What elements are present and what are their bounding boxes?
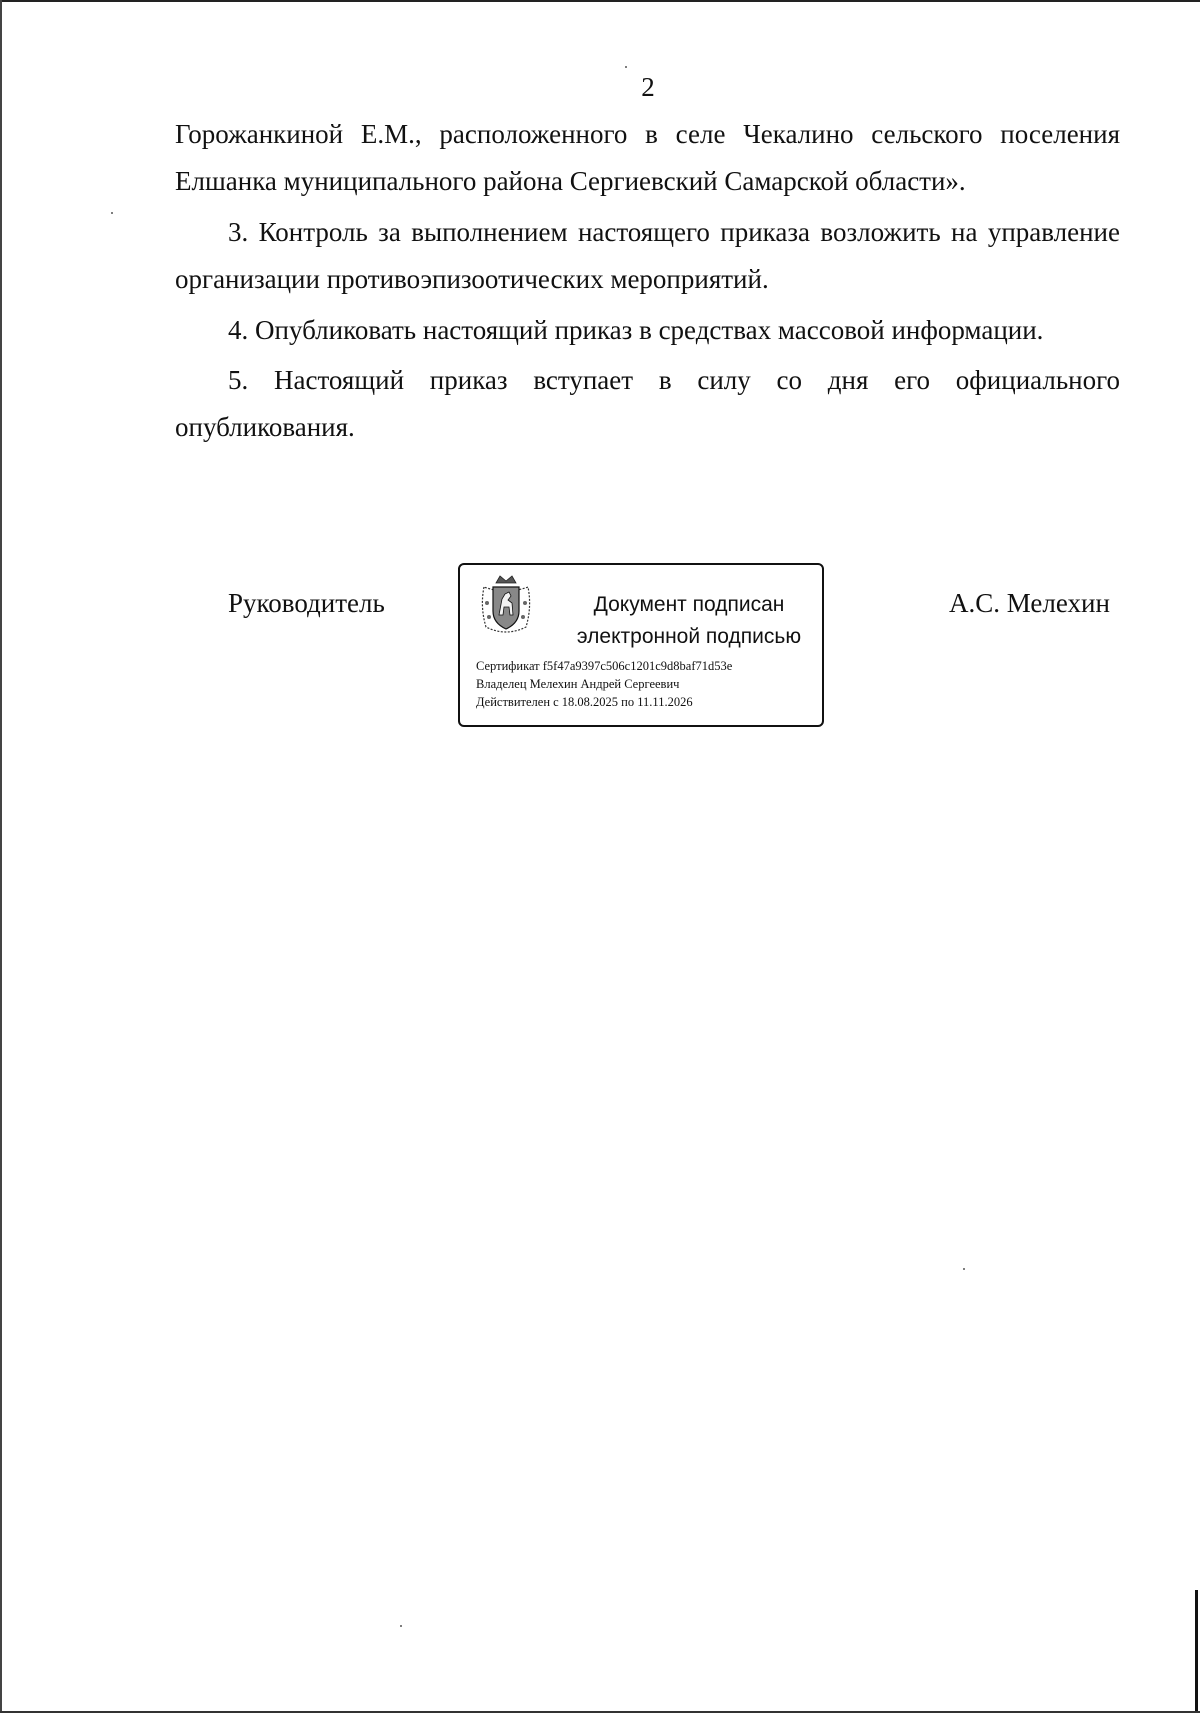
paragraph-continuation: [175, 111, 1120, 205]
scan-speck: [963, 1268, 965, 1270]
electronic-signature-stamp: [458, 563, 824, 727]
paragraph-item-4: [175, 307, 1120, 354]
paragraph-text: Горожанкиной Е.М., расположенного в селе Чекалино сельского поселения Елшанка муниципального района Сергиевский Самарской области».: [175, 119, 1120, 196]
signatory-name: А.С. Мелехин: [949, 588, 1110, 618]
scan-edge-top: [0, 0, 1200, 2]
stamp-title-line2: электронной подписью: [576, 625, 802, 648]
scan-speck: [111, 212, 113, 214]
paragraph-text: 5. Настоящий приказ вступает в силу со дня его официального опубликования.: [175, 365, 1120, 442]
stamp-details: [476, 657, 732, 711]
paragraph-text: 3. Контроль за выполнением настоящего приказа возложить на управление организации противоэпизоотических мероприятий.: [175, 217, 1120, 294]
stamp-certificate: Сертификат f5f47a9397c506c1201c9d8baf71d53e: [476, 659, 733, 673]
paragraph-item-5: [175, 357, 1120, 451]
page-number: 2: [641, 72, 655, 102]
scan-speck: [400, 1625, 402, 1627]
scan-edge-left: [0, 0, 2, 1713]
stamp-title-line1: Документ подписан: [593, 593, 785, 616]
stamp-validity: Действителен с 18.08.2025 по 11.11.2026: [476, 695, 693, 709]
scan-edge-right: [1195, 1590, 1198, 1713]
paragraph-text: 4. Опубликовать настоящий приказ в средствах массовой информации.: [228, 315, 1044, 345]
stamp-title: [560, 589, 818, 653]
stamp-owner: Владелец Мелехин Андрей Сергеевич: [476, 677, 680, 691]
samara-region-coat-of-arms-icon: [478, 573, 534, 639]
paragraph-item-3: [175, 209, 1120, 303]
signatory-role: Руководитель: [228, 588, 385, 618]
scan-speck: [625, 66, 627, 68]
